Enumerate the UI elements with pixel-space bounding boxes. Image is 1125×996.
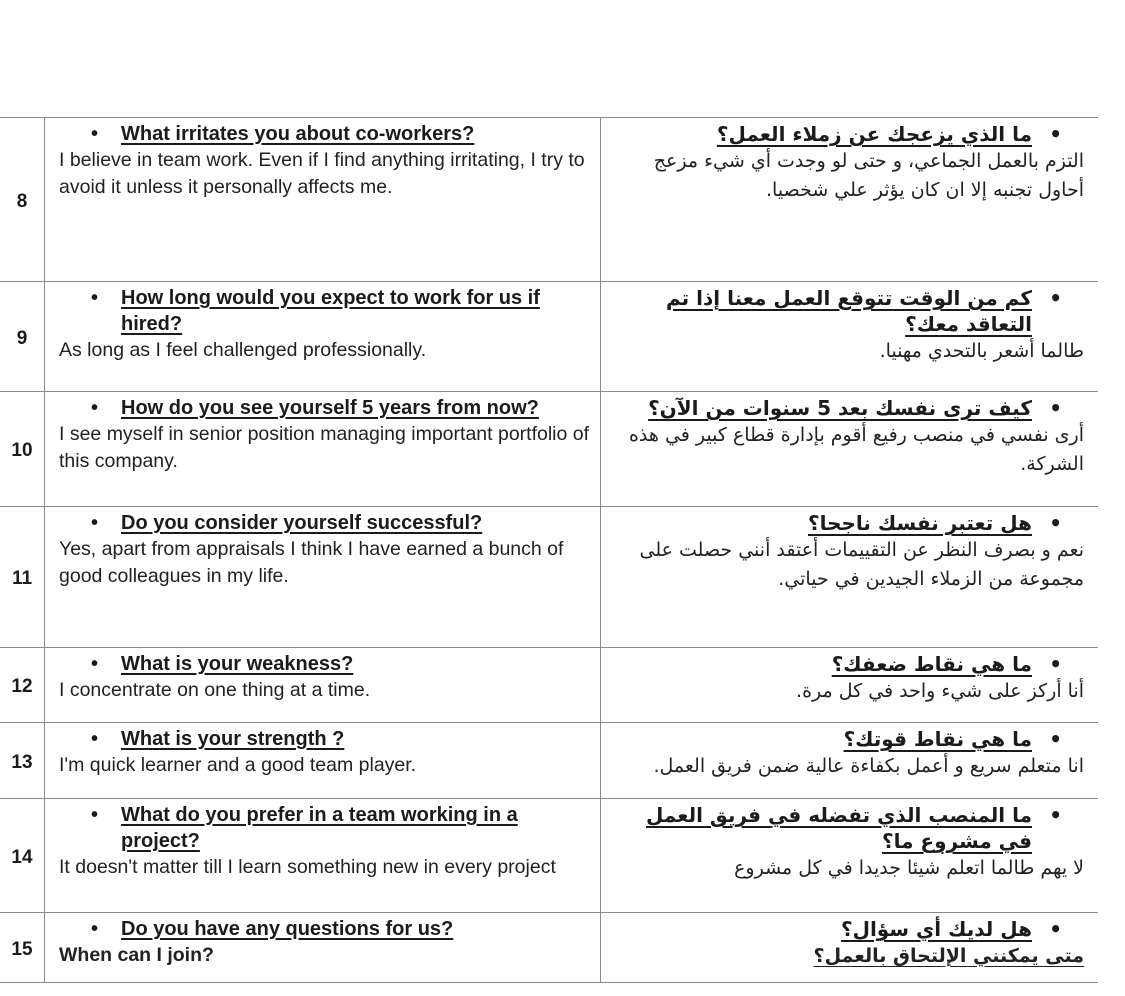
english-cell (45, 723, 601, 799)
question-ar: ما المنصب الذي تفضله في فريق العمل في مشروع ما؟ (646, 803, 1032, 853)
bullet-icon: • (1049, 652, 1062, 676)
answer-ar: أرى نفسي في منصب رفيع أقوم بإدارة قطاع كبير في هذه الشركة. (628, 424, 1084, 475)
answer-en: As long as I feel challenged professionally. (59, 339, 427, 361)
bullet-icon: • (1049, 803, 1062, 827)
bullet-icon: • (1049, 917, 1062, 941)
arabic-cell (601, 392, 1099, 507)
bullet-icon: • (91, 728, 99, 750)
bullet-icon: • (1049, 511, 1062, 535)
question-ar: ما هي نقاط ضعفك؟ (831, 652, 1032, 676)
question-en: What irritates you about co-workers? (121, 123, 475, 145)
arabic-cell (601, 118, 1099, 282)
answer-ar: متى يمكنني الإلتحاق بالعمل؟ (813, 945, 1084, 967)
row-number: 14 (0, 799, 45, 913)
answer-en: When can I join? (59, 944, 214, 966)
row-number: 8 (0, 118, 45, 282)
bullet-icon: • (1049, 122, 1062, 146)
answer-en: I'm quick learner and a good team player. (59, 754, 417, 776)
question-ar: ما الذي يزعجك عن زملاء العمل؟ (716, 122, 1032, 146)
table-row (0, 799, 1098, 913)
arabic-cell (601, 507, 1099, 648)
bullet-icon: • (91, 512, 99, 534)
table-row (0, 118, 1098, 282)
arabic-cell (601, 723, 1099, 799)
table-row (0, 392, 1098, 507)
bullet-icon: • (91, 287, 99, 309)
question-ar: كم من الوقت تتوقع العمل معنا إذا تم التعاقد معك؟ (665, 286, 1032, 336)
row-number: 13 (0, 723, 45, 799)
answer-ar: طالما أشعر بالتحدي مهنيا. (879, 340, 1084, 362)
english-cell (45, 799, 601, 913)
table-row (0, 282, 1098, 392)
bullet-icon: • (91, 123, 99, 145)
answer-ar: التزم بالعمل الجماعي، و حتى لو وجدت أي شيء مزعج أحاول تجنبه إلا ان كان يؤثر علي شخصيا. (653, 150, 1084, 201)
answer-en: I concentrate on one thing at a time. (59, 679, 371, 701)
question-en: Do you have any questions for us? (121, 918, 454, 940)
table-row (0, 913, 1098, 983)
arabic-cell (601, 648, 1099, 723)
answer-ar: لا يهم طالما اتعلم شيئا جديدا في كل مشروع (734, 857, 1084, 879)
answer-ar: انا متعلم سريع و أعمل بكفاءة عالية ضمن فريق العمل. (653, 755, 1084, 777)
question-en: What do you prefer in a team working in a project? (121, 804, 518, 852)
english-cell (45, 118, 601, 282)
english-cell (45, 282, 601, 392)
question-ar: كيف ترى نفسك بعد 5 سنوات من الآن؟ (648, 396, 1032, 420)
answer-en: I see myself in senior position managing important portfolio of this company. (59, 423, 590, 472)
english-cell (45, 392, 601, 507)
interview-qa-table (0, 117, 1098, 983)
english-cell (45, 648, 601, 723)
bullet-icon: • (91, 804, 99, 826)
question-en: How long would you expect to work for us if hired? (121, 287, 540, 335)
question-ar: هل لديك أي سؤال؟ (840, 917, 1032, 941)
arabic-cell (601, 913, 1099, 983)
bullet-icon: • (1049, 396, 1062, 420)
table-row (0, 648, 1098, 723)
row-number: 15 (0, 913, 45, 983)
question-en: How do you see yourself 5 years from now? (121, 397, 539, 419)
question-ar: هل تعتبر نفسك ناجحا؟ (807, 511, 1032, 535)
answer-ar: نعم و بصرف النظر عن التقييمات أعتقد أنني حصلت على مجموعة من الزملاء الجيدين في حياتي. (639, 539, 1084, 590)
bullet-icon: • (91, 397, 99, 419)
answer-en: I believe in team work. Even if I find anything irritating, I try to avoid it unless it personally affects me. (59, 149, 585, 198)
question-en: What is your weakness? (121, 653, 354, 675)
table-row (0, 723, 1098, 799)
arabic-cell (601, 799, 1099, 913)
question-en: Do you consider yourself successful? (121, 512, 483, 534)
question-ar: ما هي نقاط قوتك؟ (843, 727, 1032, 751)
arabic-cell (601, 282, 1099, 392)
row-number: 9 (0, 282, 45, 392)
answer-ar: أنا أركز على شيء واحد في كل مرة. (796, 680, 1084, 702)
english-cell (45, 507, 601, 648)
answer-en: It doesn't matter till I learn something new in every project (59, 856, 556, 878)
question-en: What is your strength ? (121, 728, 345, 750)
row-number: 11 (0, 507, 45, 648)
table-row (0, 507, 1098, 648)
bullet-icon: • (91, 918, 99, 940)
row-number: 12 (0, 648, 45, 723)
answer-en: Yes, apart from appraisals I think I have earned a bunch of good colleagues in my life. (59, 538, 564, 587)
row-number: 10 (0, 392, 45, 507)
bullet-icon: • (1049, 286, 1062, 310)
bullet-icon: • (91, 653, 99, 675)
english-cell (45, 913, 601, 983)
bullet-icon: • (1049, 727, 1062, 751)
